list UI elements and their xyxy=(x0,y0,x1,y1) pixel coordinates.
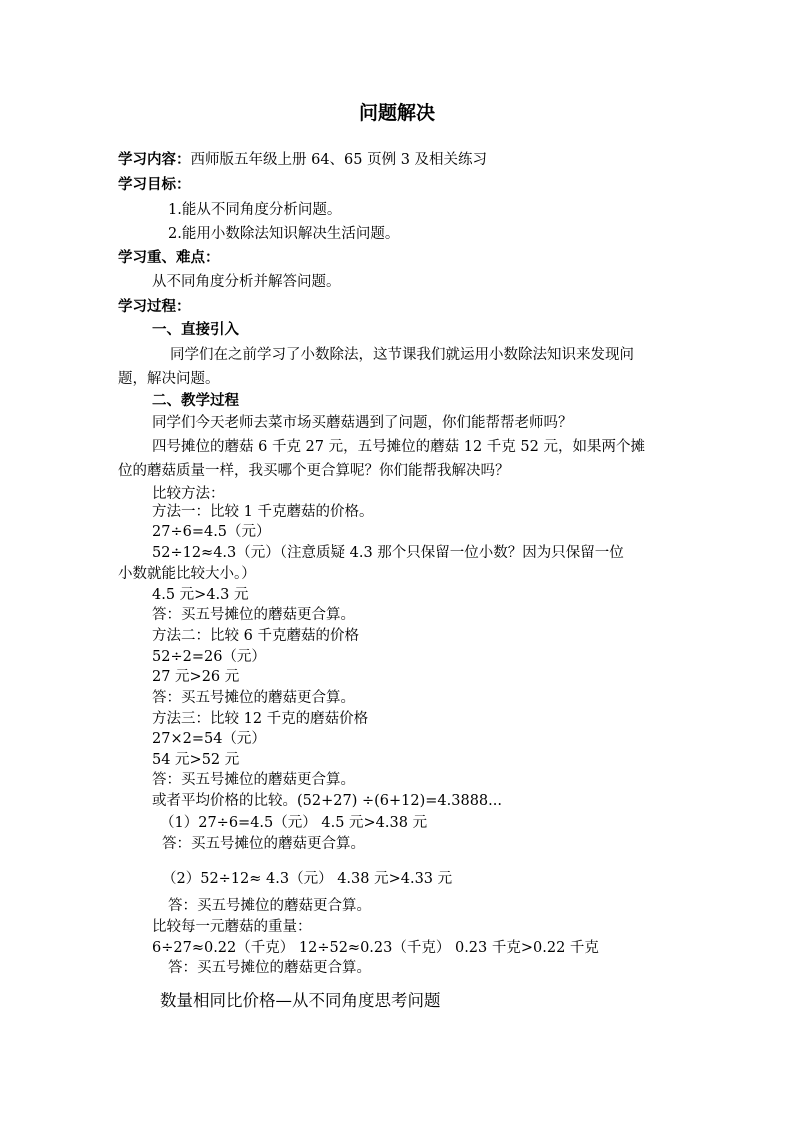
text-line: （1）27÷6=4.5（元） 4.5 元>4.38 元 xyxy=(160,815,428,831)
text-line: 答：买五号摊位的蘑菇更合算。 xyxy=(152,690,355,706)
goal-2: 2.能用小数除法知识解决生活问题。 xyxy=(168,226,400,242)
text-line: 方法二：比较 6 千克蘑菇的价格 xyxy=(152,628,359,644)
goals-label: 学习目标： xyxy=(118,176,191,193)
section-1-paragraph-1: 同学们在之前学习了小数除法，这节课我们就运用小数除法知识来发现问 xyxy=(170,347,634,363)
content-line xyxy=(118,150,487,170)
content-label: 学习内容： xyxy=(118,151,191,168)
section-1-title: 一、直接引入 xyxy=(152,321,239,338)
text-line: 四号摊位的蘑菇 6 千克 27 元，五号摊位的蘑菇 12 千克 52 元，如果两个摊 xyxy=(152,439,645,455)
section-1-paragraph-2: 题，解决问题。 xyxy=(118,371,220,387)
text-line: 或者平均价格的比较。(52+27) ÷(6+12)=4.3888... xyxy=(152,793,502,809)
content-text: 西师版五年级上册 64、65 页例 3 及相关练习 xyxy=(190,152,488,168)
text-line: 答：买五号摊位的蘑菇更合算。 xyxy=(162,836,365,852)
text-line: 位的蘑菇质量一样，我买哪个更合算呢？你们能帮我解决吗？ xyxy=(118,463,510,479)
text-line: 同学们今天老师去菜市场买蘑菇遇到了问题，你们能帮帮老师吗？ xyxy=(152,415,573,431)
text-line: （2）52÷12≈ 4.3（元） 4.38 元>4.33 元 xyxy=(162,871,453,887)
text-line: 答：买五号摊位的蘑菇更合算。 xyxy=(168,960,371,976)
page-title: 问题解决 xyxy=(358,102,435,124)
key-label: 学习重、难点： xyxy=(118,249,220,266)
text-line: 比较每一元蘑菇的重量： xyxy=(152,919,312,935)
text-line: 6÷27≈0.22（千克） 12÷52≈0.23（千克） 0.23 千克>0.22 千克 xyxy=(152,940,599,956)
text-line: 27÷6=4.5（元） xyxy=(152,524,271,540)
process-label: 学习过程： xyxy=(118,298,191,315)
text-line: 方法三：比较 12 千克的磨菇价格 xyxy=(152,711,369,727)
section-2-title: 二、教学过程 xyxy=(152,392,239,409)
text-line: 4.5 元>4.3 元 xyxy=(152,587,249,603)
text-line: 方法一：比较 1 千克蘑菇的价格。 xyxy=(152,504,374,520)
text-line: 54 元>52 元 xyxy=(152,752,240,768)
summary-line: 数量相同比价格—从不同角度思考问题 xyxy=(160,991,441,1010)
text-line: 小数就能比较大小。） xyxy=(118,566,256,582)
text-line: 27×2=54（元） xyxy=(152,731,266,747)
text-line: 答：买五号摊位的蘑菇更合算。 xyxy=(152,772,355,788)
goal-1: 1.能从不同角度分析问题。 xyxy=(168,202,342,218)
text-line: 52÷2=26（元） xyxy=(152,649,266,665)
key-text: 从不同角度分析并解答问题。 xyxy=(152,274,341,290)
text-line: 比较方法： xyxy=(152,486,225,502)
text-line: 答：买五号摊位的蘑菇更合算。 xyxy=(168,898,371,914)
text-line: 答：买五号摊位的蘑菇更合算。 xyxy=(152,607,355,623)
text-line: 27 元>26 元 xyxy=(152,669,240,685)
text-line: 52÷12≈4.3（元）（注意质疑 4.3 那个只保留一位小数？因为只保留一位 xyxy=(152,545,624,561)
